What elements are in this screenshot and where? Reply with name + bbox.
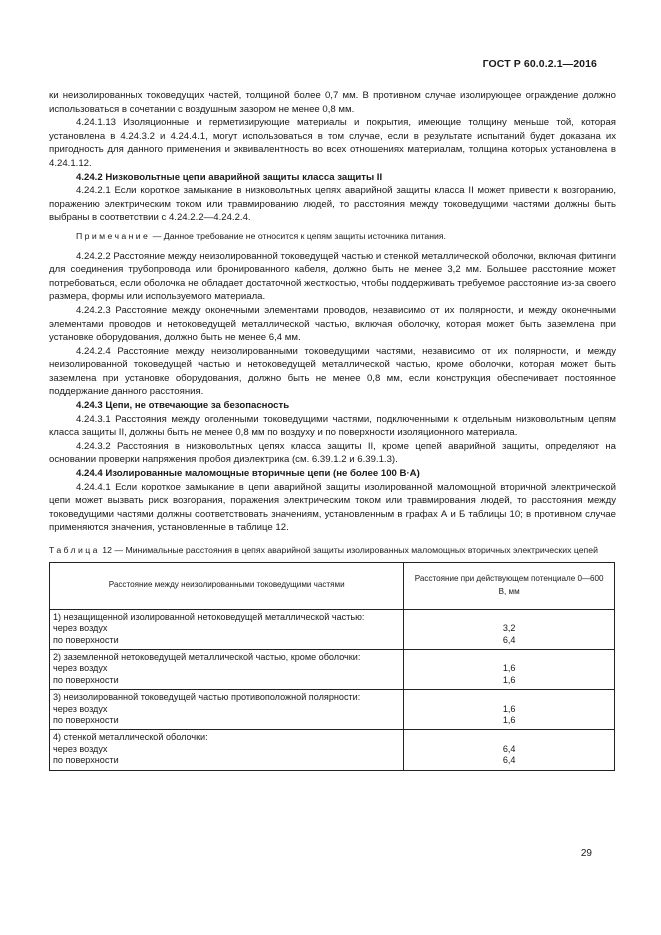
- row-value-cell: [404, 650, 615, 690]
- paragraph: 4.24.4.1 Если короткое замыкание в цепи аварийной защиты изолированной маломощной вторичной электрической цепи может вызвать риск возгорания, поражения электрическим током или травмирования людей, то расстояния между токоведущими частями должны соответствовать значениям, установленным в графах А и Б таблицы 10; в противном случае применяются значения, установленные в таблице 12.: [49, 481, 616, 534]
- paragraph: 4.24.2.4 Расстояние между неизолированными токоведущими частями, независимо от их полярности, и между неизолированной токоведущей частью и нетоковедущей металлической частью, кроме оболочки, которая может быть заземлена при установке оборудования, должно быть не менее 0,8 мм, если конструкция обеспечивает постоянное поддержание данного расстояния.: [49, 345, 616, 398]
- air-value: 6,4: [502, 743, 516, 754]
- row-value-cell: [404, 609, 615, 649]
- section-heading: 4.24.4 Изолированные маломощные вторичные цепи (не более 100 В·А): [76, 468, 420, 480]
- row-title: 2) заземленной нетоковедущей металлической частью, кроме оболочки:: [53, 652, 361, 663]
- page-number: 29: [580, 848, 592, 859]
- table-caption: [49, 544, 616, 556]
- row-label-cell: [50, 730, 404, 770]
- air-value: 3,2: [502, 623, 516, 634]
- surface-value: 1,6: [502, 715, 516, 726]
- paragraph: 4.24.1.13 Изоляционные и герметизирующие материалы и покрытия, имеющие толщину меньше той, которая установлена в 4.24.3.2 и 4.24.4.1, могут использоваться в том случае, если в результате испытаний будет доказана их пригодность для данного применения и эквивалентность во всех отношениях материалам, толщина которых установлена в 4.24.1.12.: [49, 117, 616, 169]
- surface-value: 6,4: [502, 634, 516, 645]
- row-title: 1) незащищенной изолированной нетоковедущей металлической частью:: [53, 611, 365, 622]
- paragraph: 4.24.3.2 Расстояния в низковольтных цепях класса защиты II, кроме цепей аварийной защиты, определяют на основании проверки напряжения пробоя диэлектрика (см. 6.39.1.2 и 6.39.1.3).: [49, 440, 616, 466]
- paragraph: ки неизолированных токоведущих частей, толщиной более 0,7 мм. В противном случае изолирующее ограждение должно использоваться в сочетании с воздушным зазором не менее 0,8 мм.: [49, 90, 616, 115]
- row-label-cell: [50, 690, 404, 730]
- air-value: 1,6: [502, 663, 516, 674]
- note: [49, 230, 616, 244]
- row-label-cell: [50, 650, 404, 690]
- section-heading: 4.24.2 Низковольтные цепи аварийной защиты класса защиты II: [76, 171, 383, 183]
- air-value: 1,6: [502, 703, 516, 714]
- air-label: через воздух: [53, 623, 108, 634]
- row-value-cell: [404, 690, 615, 730]
- table-row: [50, 690, 615, 730]
- column-header-potential: Расстояние при действующем потенциале 0—600 В, мм: [404, 563, 615, 610]
- table-row: [50, 609, 615, 649]
- row-title: 4) стенкой металлической оболочки:: [53, 732, 208, 743]
- clearance-table: [49, 562, 615, 770]
- air-label: через воздух: [53, 703, 108, 714]
- table-caption-label: Таблица: [49, 545, 100, 555]
- paragraph: 4.24.3.1 Расстояния между оголенными токоведущими частями, подключенными к отдельным низковольтным цепям класса защиты II, должны быть не менее 0,8 мм по воздуху и по поверхности изоляционного материала.: [49, 413, 616, 439]
- table-caption-text: 12 — Минимальные расстояния в цепях аварийной защиты изолированных маломощных вторичных электрических цепей: [99, 545, 598, 555]
- page-content: [49, 89, 616, 771]
- table-row: [50, 650, 615, 690]
- air-label: через воздух: [53, 663, 108, 674]
- standard-code-header: ГОСТ Р 60.0.2.1—2016: [482, 58, 597, 70]
- row-value-cell: [404, 730, 615, 770]
- paragraph: 4.24.2.3 Расстояние между оконечными элементами проводов, независимо от их полярности, и между оконечными элементами проводов и нетоковедущей металлической частью, включая оболочку, которая может быть заземлена при установке оборудования, должно быть не менее 6,4 мм.: [49, 304, 616, 344]
- row-title: 3) неизолированной токоведущей частью противоположной полярности:: [53, 692, 361, 703]
- surface-value: 1,6: [502, 674, 516, 685]
- surface-label: по поверхности: [53, 755, 119, 766]
- paragraph: 4.24.2.1 Если короткое замыкание в низковольтных цепях аварийной защиты класса II может привести к возгоранию, поражению электрическим током или травмированию людей, то расстояния между токоведущими частями должны быть выбраны в соответствии с 4.24.2.2—4.24.2.4.: [49, 185, 616, 224]
- row-label-cell: [50, 609, 404, 649]
- paragraph: 4.24.2.2 Расстояние между неизолированной токоведущей частью и стенкой металлической оболочки, включая фитинги для соединения трубопровода или бронированного кабеля, должно быть не менее 3,2 мм. Большее расстояние может потребоваться, если оболочка не обладает достаточной жесткостью, чтобы поддерживать требуемое расстояние из-за своего размера, формы или используемого материала.: [49, 250, 616, 303]
- table-row: [50, 730, 615, 770]
- surface-label: по поверхности: [53, 674, 119, 685]
- note-label: Примечание: [76, 230, 151, 241]
- section-heading: 4.24.3 Цепи, не отвечающие за безопасность: [76, 400, 290, 412]
- air-label: через воздух: [53, 743, 108, 754]
- table-header-row: [50, 563, 615, 610]
- surface-label: по поверхности: [53, 634, 119, 645]
- surface-value: 6,4: [502, 755, 516, 766]
- surface-label: по поверхности: [53, 715, 119, 726]
- column-header-distance: Расстояние между неизолированными токоведущими частями: [50, 563, 404, 610]
- note-text: — Данное требование не относится к цепям защиты источника питания.: [150, 230, 446, 241]
